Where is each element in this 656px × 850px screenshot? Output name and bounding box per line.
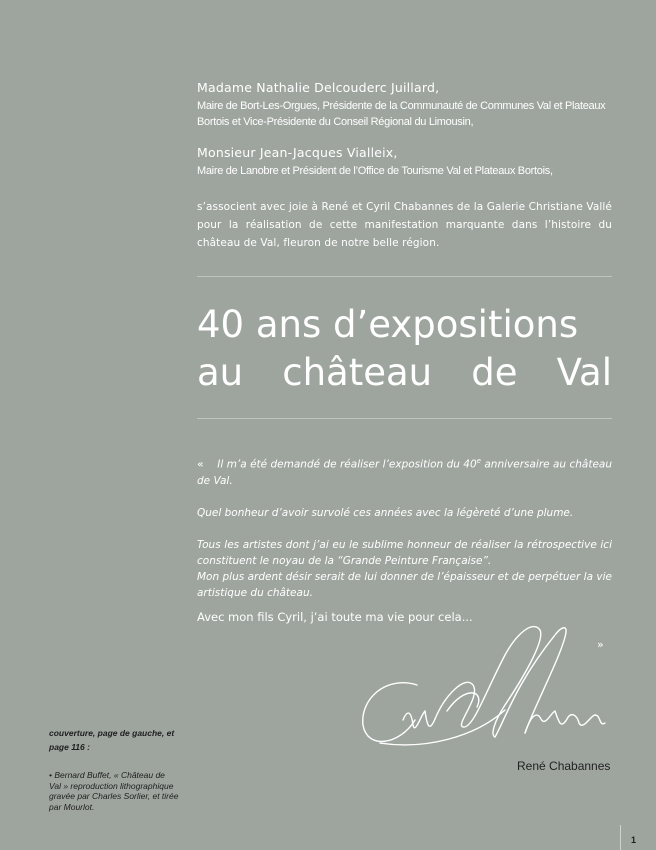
title-word: au (197, 351, 244, 394)
caption-body: • Bernard Buffet, « Château de Val » reproduction lithographique gravée par Charles Sorlier, et tirée par Mourlot. (49, 770, 179, 812)
title-line-1: 40 ans d’expositions (197, 303, 579, 346)
greeting-1-name: Madame Nathalie Delcouderc Juillard, (197, 80, 440, 95)
quote-p1-start: Il m’a été demandé de réaliser l’exposition du 40 (217, 458, 477, 471)
divider-top (197, 276, 612, 277)
greeting-1-role: Maire de Bort-Les-Orgues, Présidente de la Communauté de Communes Val et Plateaux Bortois et Vice-Présidente du Conseil Régional du Limousin, (197, 100, 606, 128)
page-title (197, 301, 612, 397)
quote-paragraph-4: Mon plus ardent désir serait de lui donner de l’épaisseur et de perpétuer la vie artistique du château. (197, 570, 612, 599)
quote-block (197, 453, 612, 601)
page-divider (620, 825, 621, 850)
page-number: 1 (631, 835, 637, 845)
title-word: château (282, 351, 433, 394)
signature-name: René Chabannes (517, 759, 611, 773)
signature-icon (355, 615, 615, 755)
open-quote-mark: « (197, 457, 204, 471)
quote-p1-superscript: e (476, 457, 481, 465)
title-word: Val (556, 351, 612, 394)
quote-paragraph-1 (197, 453, 612, 489)
greeting-2 (197, 145, 612, 179)
close-quote-mark: » (597, 638, 604, 651)
greeting-2-name: Monsieur Jean-Jacques Vialleix, (197, 145, 398, 160)
title-word: de (471, 351, 518, 394)
quote-p1-end: anniversaire au château de Val. (197, 458, 613, 487)
divider-bottom (197, 418, 612, 419)
quote-paragraph-2: Quel bonheur d’avoir survolé ces années avec la légèreté d’une plume. (197, 506, 574, 519)
quote-closing-line: Avec mon fils Cyril, j’ai toute ma vie pour cela... (197, 610, 473, 624)
greeting-2-role: Maire de Lanobre et Président de l’Office de Tourisme Val et Plateaux Bortois, (197, 165, 553, 177)
greeting-1 (197, 80, 612, 130)
title-line-2 (197, 349, 612, 397)
quote-paragraph-3: Tous les artistes dont j’ai eu le sublime honneur de réaliser la rétrospective ici constituent le noyau de la “Grande Peinture Française”. (197, 538, 612, 567)
caption-heading: couverture, page de gauche, et page 116 : (49, 728, 175, 752)
association-text: s’associent avec joie à René et Cyril Chabannes de la Galerie Christiane Vallé pour la réalisation de cette manifestation marquante dans l’histoire du château de Val, fleuron de notre belle région. (197, 201, 612, 249)
